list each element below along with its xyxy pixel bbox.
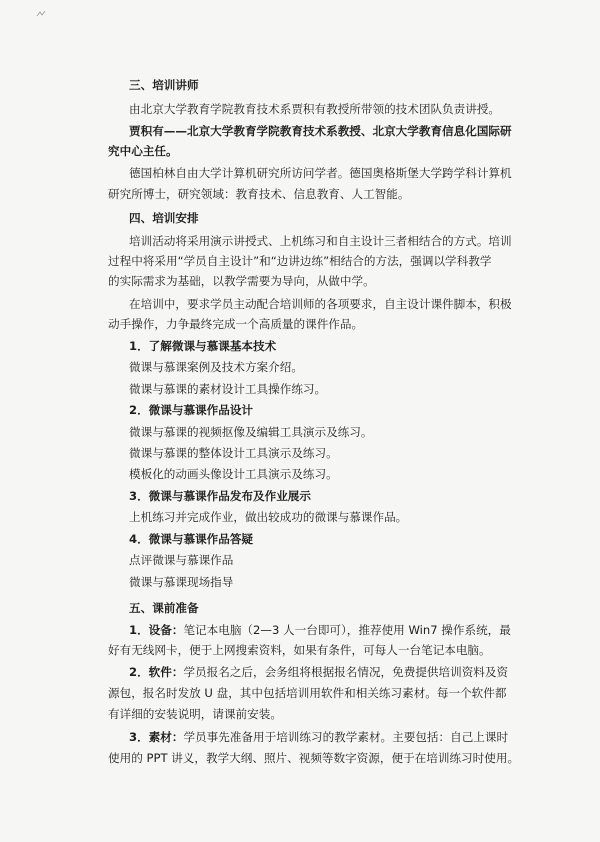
section-3-heading: 三、培训讲师 bbox=[129, 78, 199, 92]
equipment-label: 1．设备： bbox=[129, 623, 184, 637]
item-2-line: 微课与慕课的视频抠像及编辑工具演示及练习。 bbox=[129, 425, 373, 439]
item-1-line: 微课与慕课案例及技术方案介绍。 bbox=[129, 360, 303, 374]
item-3-line: 上机练习并完成作业，做出较成功的微课与慕课作品。 bbox=[129, 510, 408, 524]
section-4-paragraph-1-line-1: 培训活动将采用演示讲授式、上机练习和自主设计三者相结合的方式。培训 bbox=[129, 234, 512, 248]
software-line-3: 有详细的安装说明，请课前安装。 bbox=[108, 707, 282, 721]
equipment-line-2: 好有无线网卡，便于上网搜索资料，如果有条件，可每人一台笔记本电脑。 bbox=[108, 643, 491, 657]
section-4-paragraph-1-line-2: 过程中将采用“学员自主设计”和“边讲边练”相结合的方法，强调以学科教学 bbox=[108, 254, 492, 268]
software-label: 2．软件： bbox=[129, 665, 184, 679]
software-text: 学员报名之后，会务组将根据报名情况，免费提供培训资料及资 bbox=[183, 665, 509, 679]
section-4-heading: 四、培训安排 bbox=[129, 211, 199, 225]
materials-line-2: 使用的 PPT 讲义，教学大纲、照片、视频等数字资源，便于在培训练习时使用。 bbox=[108, 751, 520, 765]
section-4-paragraph-2-line-2: 动手操作，力争最终完成一个高质量的课件作品。 bbox=[108, 317, 364, 331]
item-4-line: 点评微课与慕课作品 bbox=[129, 553, 234, 567]
section-5-heading: 五、课前准备 bbox=[129, 601, 199, 615]
item-4-title: 4．微课与慕课作品答疑 bbox=[129, 532, 254, 546]
section-3-paragraph-3-line-2: 研究所博士，研究领域：教育技术、信息教育、人工智能。 bbox=[108, 187, 410, 201]
section-3-paragraph-3-line-1: 德国柏林自由大学计算机研究所访问学者。德国奥格斯堡大学跨学科计算机 bbox=[129, 166, 512, 180]
item-2-line: 模板化的动画头像设计工具演示及练习。 bbox=[129, 467, 338, 481]
materials-text: 学员事先准备用于培训练习的教学素材。主要包括：自己上课时 bbox=[183, 730, 509, 744]
equipment-line-1 bbox=[129, 622, 511, 638]
item-2-title: 2．微课与慕课作品设计 bbox=[129, 403, 254, 417]
materials-label: 3．素材： bbox=[129, 730, 184, 744]
section-4-paragraph-1-line-3: 的实际需求为基础，以教学需要为导向，从做中学。 bbox=[108, 274, 375, 288]
software-line-1 bbox=[129, 664, 508, 680]
item-1-title: 1．了解微课与慕课基本技术 bbox=[129, 339, 277, 353]
item-3-title: 3．微课与慕课作品发布及作业展示 bbox=[129, 489, 311, 503]
section-3-paragraph-1: 由北京大学教育学院教育技术系贾积有教授所带领的技术团队负责讲授。 bbox=[129, 102, 501, 116]
item-4-line: 微课与慕课现场指导 bbox=[129, 575, 234, 589]
section-3-paragraph-2-line-2: 究中心主任。 bbox=[108, 144, 178, 158]
materials-line-1 bbox=[129, 729, 508, 745]
section-3-paragraph-2-line-1: 贾积有——北京大学教育学院教育技术系教授、北京大学教育信息化国际研 bbox=[129, 124, 512, 138]
software-line-2: 源包，报名时发放 U 盘，其中包括培训用软件和相关练习素材。每一个软件都 bbox=[108, 686, 507, 700]
equipment-text: 笔记本电脑（2—3 人一台即可），推荐使用 Win7 操作系统，最 bbox=[183, 623, 511, 637]
item-2-line: 微课与慕课的整体设计工具演示及练习。 bbox=[129, 446, 338, 460]
section-4-paragraph-2-line-1: 在培训中，要求学员主动配合培训师的各项要求，自主设计课件脚本，积极 bbox=[129, 297, 512, 311]
item-1-line: 微课与慕课的素材设计工具操作练习。 bbox=[129, 382, 327, 396]
scan-mark-icon bbox=[36, 10, 46, 18]
